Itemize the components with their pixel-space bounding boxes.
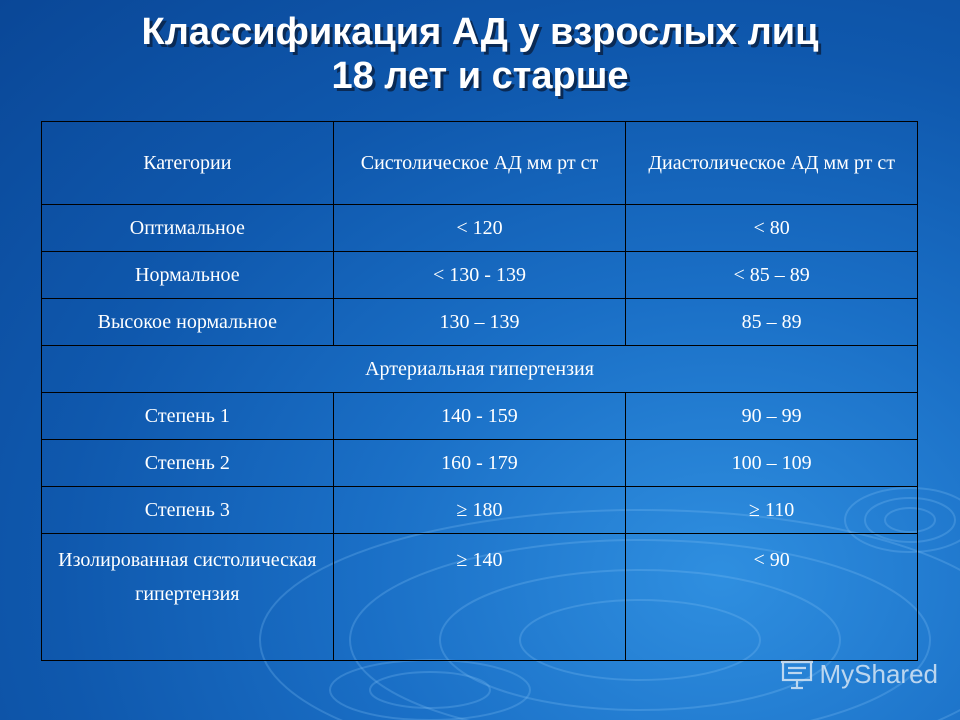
slide-title-line-2: 18 лет и старше <box>331 55 629 97</box>
slide-title <box>0 10 960 98</box>
table-header-row <box>42 122 918 205</box>
cell-systolic: 140 - 159 <box>333 393 626 440</box>
cell-diastolic: ≥ 110 <box>626 487 918 534</box>
table-row <box>42 252 918 299</box>
cell-diastolic: < 85 – 89 <box>626 252 918 299</box>
cell-category: Нормальное <box>42 252 334 299</box>
table-row <box>42 299 918 346</box>
cell-systolic: ≥ 140 <box>333 534 626 661</box>
header-cell-systolic: Систолическое АД мм рт ст <box>333 122 626 205</box>
cell-systolic: ≥ 180 <box>333 487 626 534</box>
table-row <box>42 487 918 534</box>
cell-category: Степень 2 <box>42 440 334 487</box>
cell-systolic: < 120 <box>333 205 626 252</box>
cell-diastolic: < 90 <box>626 534 918 661</box>
cell-diastolic: 90 – 99 <box>626 393 918 440</box>
cell-category: Степень 1 <box>42 393 334 440</box>
cell-systolic: 130 – 139 <box>333 299 626 346</box>
watermark-logo <box>780 658 939 690</box>
table-row <box>42 534 918 661</box>
slide-title-line-1: Классификация АД у взрослых лиц <box>141 11 819 53</box>
cell-category: Изолированная систолическая гипертензия <box>42 534 334 661</box>
table-row <box>42 393 918 440</box>
table-row <box>42 440 918 487</box>
section-header-row <box>42 346 918 393</box>
blood-pressure-classification-table <box>41 121 918 661</box>
cell-diastolic: < 80 <box>626 205 918 252</box>
cell-diastolic: 85 – 89 <box>626 299 918 346</box>
cell-category: Степень 3 <box>42 487 334 534</box>
header-cell-diastolic: Диастолическое АД мм рт ст <box>626 122 918 205</box>
section-header-hypertension: Артериальная гипертензия <box>42 346 918 393</box>
cell-diastolic: 100 – 109 <box>626 440 918 487</box>
header-cell-category: Категории <box>42 122 334 205</box>
table-row <box>42 205 918 252</box>
cell-category: Высокое нормальное <box>42 299 334 346</box>
cell-systolic: 160 - 179 <box>333 440 626 487</box>
watermark-text: MyShared <box>819 658 938 689</box>
cell-systolic: < 130 - 139 <box>333 252 626 299</box>
presentation-board-icon <box>780 658 814 690</box>
cell-category: Оптимальное <box>42 205 334 252</box>
